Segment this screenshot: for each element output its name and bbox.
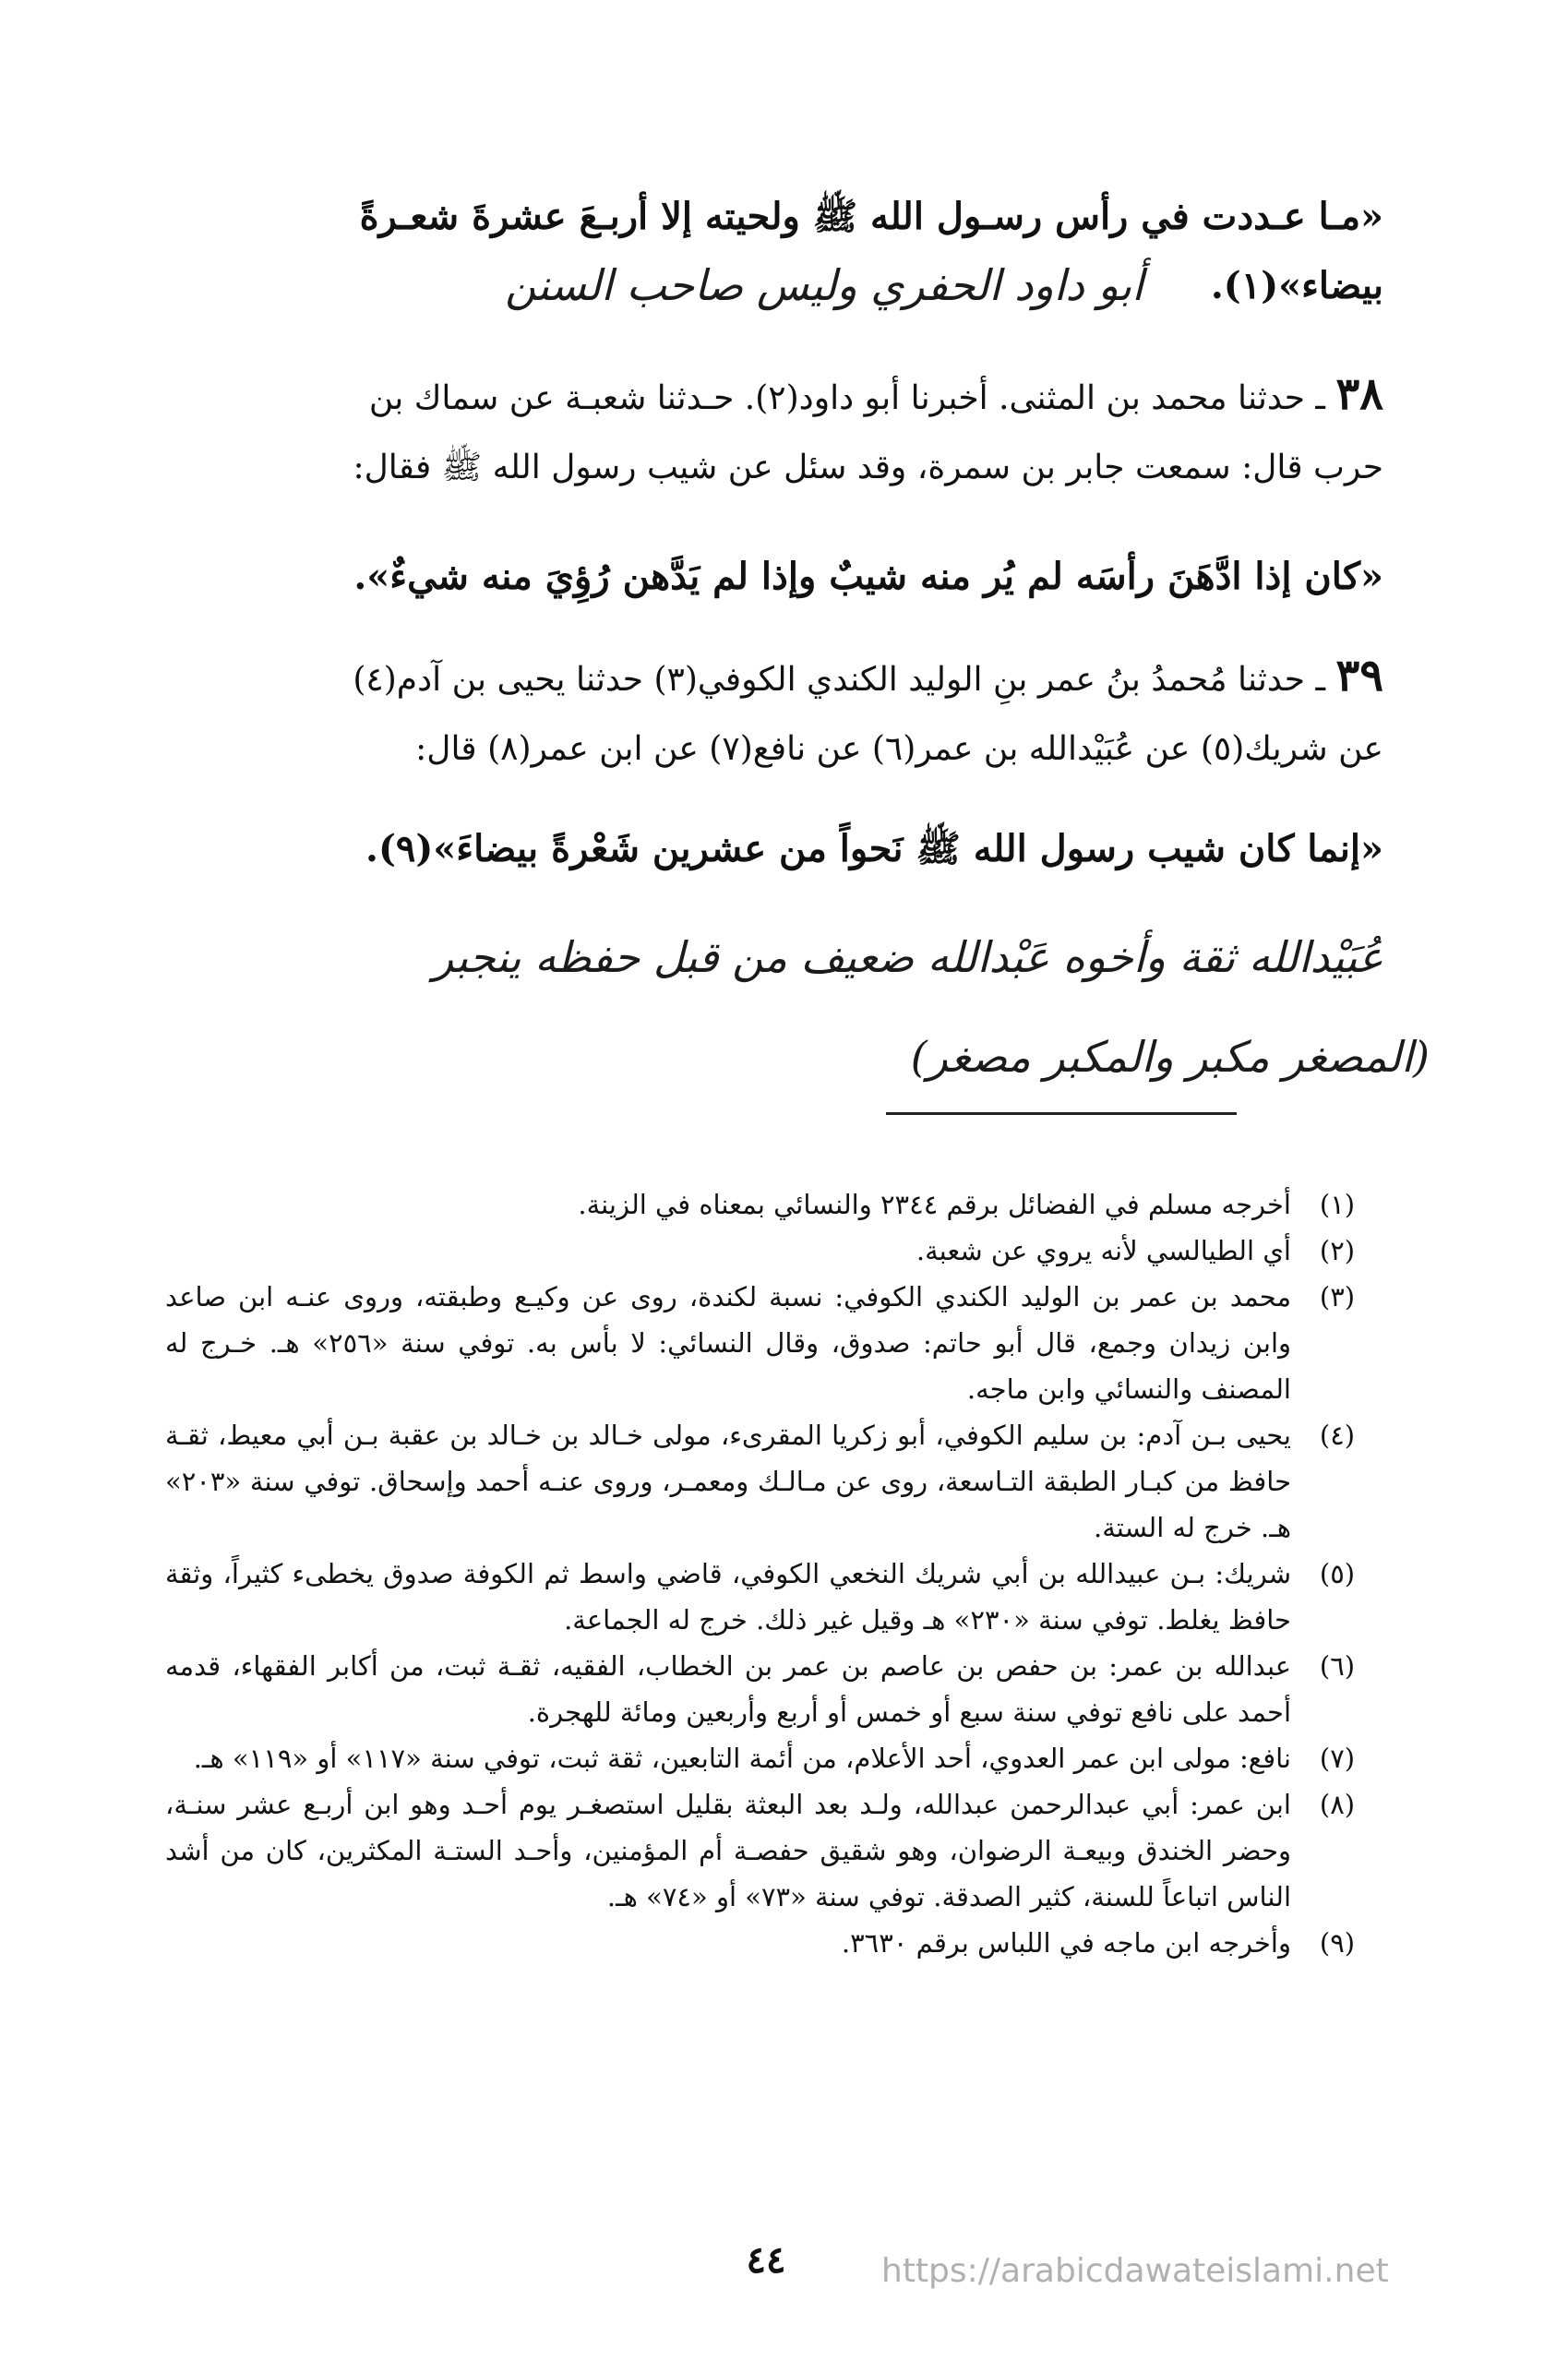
hadith-38-line-1 (184, 365, 1383, 428)
footnote-text: محمد بن عمر بن الوليد الكندي الكوفي: نسبة لكندة، روى عن وكيـع وطبقته، وروى عنـه ابن صاعد وابن زيدان وجمع، قال أبو حاتم: صدوق، وقال النسائي: لا بأس به. توفي سنة «٢٥٦» هـ. خـرج له المصنف والنسائي وابن ماجه. (165, 1281, 1291, 1405)
watermark-url: https://arabicdawateislami.net (881, 2252, 1389, 2290)
handwritten-underline (886, 1112, 1237, 1115)
page-number: ٤٤ (746, 2238, 786, 2282)
footnote-text: عبدالله بن عمر: بن حفص بن عاصم بن عمر بن الخطاب، الفقيه، ثقـة ثبت، من أكابر الفقهاء، قدمه أحمد على نافع توفي سنة سبع أو خمس أو أربع وأربعين ومائة للهجرة. (165, 1650, 1291, 1728)
footnote-text: شريك: بـن عبيدالله بن أبي شريك النخعي الكوفي، قاضي واسط ثم الكوفة صدوق يخطىء كثيراً، وثقة حافظ يغلط. توفي سنة «٢٣٠» هـ وقيل غير ذلك. خرج له الجماعة. (165, 1558, 1291, 1636)
hadith-39-line-1 (184, 646, 1383, 710)
footnote-text: أخرجه مسلم في الفضائل برقم ٢٣٤٤ والنسائي بمعناه في الزينة. (578, 1189, 1291, 1220)
footnote-text: وأخرجه ابن ماجه في اللباس برقم ٣٦٣٠. (841, 1927, 1291, 1959)
footnote-number: (٥) (1319, 1558, 1356, 1589)
footnote-3 (165, 1274, 1383, 1412)
handwritten-note-ubaydullah-line-2: (المصغر مكبر والمكبر مصغر) (910, 1032, 1430, 1082)
footnote-text: يحيى بـن آدم: بن سليم الكوفي، أبو زكريا المقرىء، مولى خـالد بن خـالد بن عقبة بـن أبي معيط، ثقـة حافظ من كبـار الطبقة التـاسعة، روى عن مـالـك ومعمـر، وروى عنـه أحمد وإسحاق. توفي سنة «٢٠٣» هـ. خرج له الستة. (165, 1420, 1291, 1543)
hadith-number-38: ٣٨ (1335, 368, 1383, 420)
hadith-number-39: ٣٩ (1335, 650, 1383, 701)
footnote-number: (٨) (1319, 1789, 1356, 1820)
hadith-38-matn: «كان إذا ادَّهَنَ رأسَه لم يُر منه شيبٌ وإذا لم يَدَّهن رُؤِيَ منه شيءٌ». (353, 555, 1383, 598)
hadith-38-line-2: حرب قال: سمعت جابر بن سمرة، وقد سئل عن شيب رسول الله ﷺ فقال: (353, 449, 1383, 486)
footnote-number: (٩) (1319, 1927, 1356, 1959)
footnote-number: (١) (1319, 1189, 1356, 1220)
footnote-7 (165, 1735, 1383, 1781)
footnote-number: (٤) (1319, 1420, 1356, 1451)
footnote-number: (٦) (1319, 1650, 1356, 1682)
hadith-38-isnad-1: ـ حدثنا محمد بن المثنى. أخبرنا أبو داود(٢). حـدثنا شعبـة عن سماك بن (368, 379, 1325, 417)
footnote-4 (165, 1412, 1383, 1551)
footnote-1 (165, 1181, 1383, 1228)
hadith-37-line-1: «مـا عـددت في رأس رسـول الله ﷺ ولحيته إلا أربـعَ عشرةَ شعـرةً (359, 195, 1383, 238)
footnote-8 (165, 1781, 1383, 1920)
footnote-number: (٣) (1319, 1281, 1356, 1312)
footnote-number: (٢) (1319, 1235, 1356, 1266)
footnote-text: أي الطيالسي لأنه يروي عن شعبة. (916, 1235, 1291, 1266)
handwritten-note-abu-dawud: أبو داود الحفري وليس صاحب السنن (505, 260, 1143, 310)
hadith-39-line-2: عن شريك(٥) عن عُبَيْدالله بن عمر(٦) عن نافع(٧) عن ابن عمر(٨) قال: (415, 730, 1383, 768)
footnote-text: ابن عمر: أبي عبدالرحمن عبدالله، ولـد بعد البعثة بقليل استصغـر يوم أحـد وهو ابن أربـع عشر سنـة، وحضر الخندق وبيعـة الرضوان، وهو شقيق حفصـة أم المؤمنين، وأحـد الستـة المكثرين، كان من أشد الناس اتباعاً للسنة، كثير الصدقة. توفي سنة «٧٣» أو «٧٤» هـ. (165, 1789, 1291, 1912)
footnote-number: (٧) (1319, 1743, 1356, 1774)
hadith-39-matn: «إنما كان شيب رسول الله ﷺ نَحواً من عشرين شَعْرةً بيضاءَ»(٩). (365, 827, 1383, 870)
footnote-2 (165, 1228, 1383, 1274)
footnote-text: نافع: مولى ابن عمر العدوي، أحد الأعلام، من أئمة التابعين، ثقة ثبت، توفي سنة «١١٧» أو «١١٩» هـ. (193, 1743, 1291, 1774)
footnote-9 (165, 1920, 1383, 1966)
hadith-39-isnad-1: ـ حدثنا مُحمدُ بنُ عمر بنِ الوليد الكندي الكوفي(٣) حدثنا يحيى بن آدم(٤) (353, 661, 1325, 699)
footnote-6 (165, 1643, 1383, 1735)
handwritten-note-ubaydullah-line-1: عُبَيْدالله ثقة وأخوه عَبْدالله ضعيف من قبل حفظه ينجبر (432, 932, 1383, 982)
footnotes (165, 1181, 1383, 1966)
hadith-37-line-2: بيضاء»(١). (1210, 264, 1383, 307)
footnote-5 (165, 1551, 1383, 1643)
